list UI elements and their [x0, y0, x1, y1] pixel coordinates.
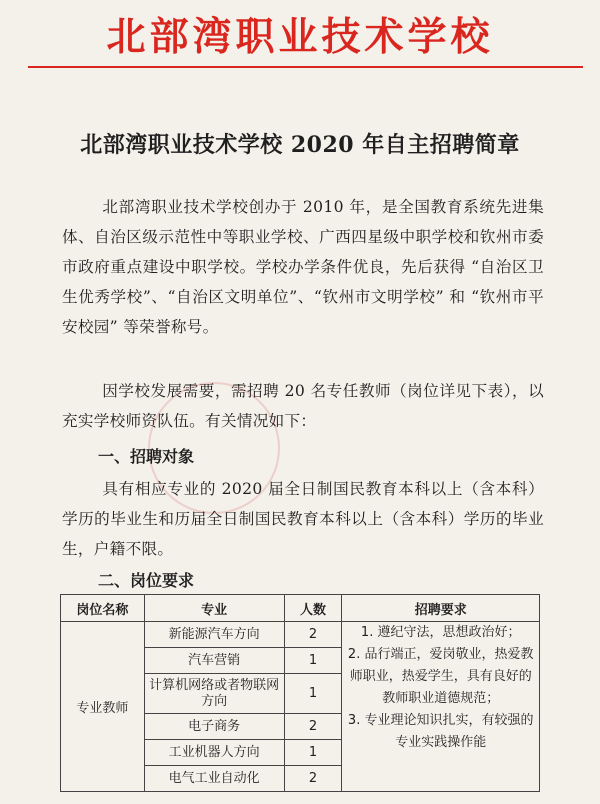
- major-cell: 新能源汽车方向: [144, 622, 284, 648]
- section-1-paragraph: [62, 474, 544, 564]
- header-requirements: 招聘要求: [342, 595, 540, 622]
- major-cell: 工业机器人方向: [144, 740, 284, 766]
- need-paragraph: [62, 376, 544, 436]
- header-position: 岗位名称: [61, 595, 145, 622]
- position-category: 专业教师: [61, 622, 145, 792]
- count-cell: 1: [284, 740, 342, 766]
- positions-table: [60, 594, 540, 792]
- section-1-heading: 一、招聘对象: [98, 447, 195, 466]
- requirement-item: 1. 遵纪守法，思想政治好；: [360, 625, 521, 640]
- requirement-item: 3. 专业理论知识扎实，有较强的专业实践操作能: [347, 713, 534, 750]
- count-cell: 2: [284, 622, 342, 648]
- major-cell: 计算机网络或者物联网方向: [144, 674, 284, 714]
- intro-text: 北部湾职业技术学校创办于 2010 年，是全国教育系统先进集体、自治区级示范性中等职业学校、广西四星级中职学校和钦州市委市政府重点建设中职学校。学校办学条件优良，先后获得 “自治区卫生优秀学校”、“自治区文明单位”、“钦州市文明学校” 和 “钦州市平安校园” 等荣誉称号。: [62, 198, 544, 336]
- section-1-text: 具有相应专业的 2020 届全日制国民教育本科以上（含本科）学历的毕业生和历届全日制国民教育本科以上（含本科）学历的毕业生，户籍不限。: [62, 480, 544, 558]
- header-count: 人数: [284, 595, 342, 622]
- count-cell: 1: [284, 648, 342, 674]
- requirement-item: 2. 品行端正，爱岗敬业，热爱教师职业，热爱学生，具有良好的教师职业道德规范；: [347, 647, 534, 706]
- intro-paragraph: [62, 192, 544, 342]
- requirements-cell: [342, 622, 540, 792]
- major-cell: 汽车营销: [144, 648, 284, 674]
- header-major: 专业: [144, 595, 284, 622]
- letterhead-divider: [28, 66, 583, 68]
- document-title: 北部湾职业技术学校 2020 年自主招聘简章: [80, 132, 520, 158]
- table-header-row: [61, 595, 540, 622]
- table-row: [61, 622, 540, 648]
- major-cell: 电气工业自动化: [144, 766, 284, 792]
- count-cell: 2: [284, 766, 342, 792]
- need-text: 因学校发展需要，需招聘 20 名专任教师（岗位详见下表），以充实学校师资队伍。有关情况如下：: [62, 382, 544, 430]
- count-cell: 2: [284, 714, 342, 740]
- major-cell: 电子商务: [144, 714, 284, 740]
- count-cell: 1: [284, 674, 342, 714]
- section-2-heading: 二、岗位要求: [98, 571, 195, 590]
- letterhead: 北部湾职业技术学校: [106, 14, 494, 60]
